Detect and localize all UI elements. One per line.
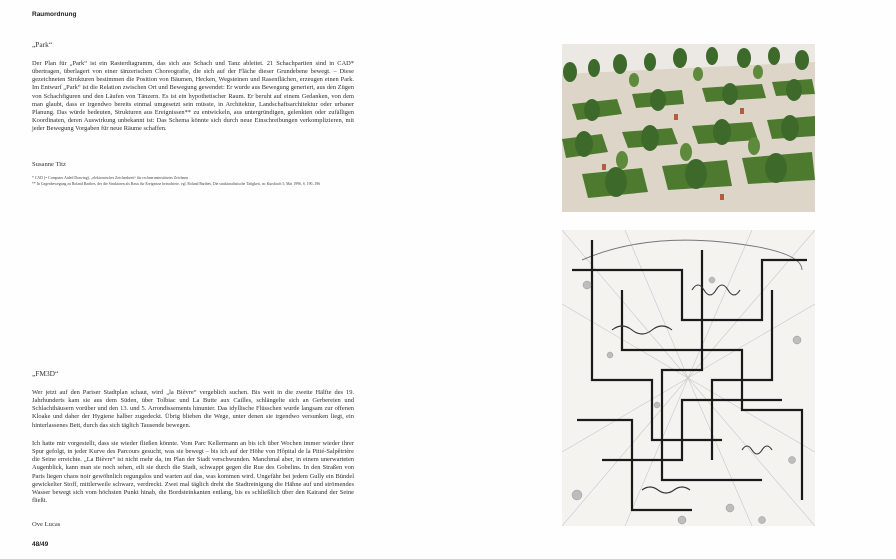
footnote-2: ** In Gegenbewegung zu Roland Barthes, der die Strukturen als Basis für Ereignisse betrachtete, vgl. Roland Barthes, Die strukturalistische Tätigkeit, in: Kursbuch 5, Mai 1996, S. 190–196 — [32, 182, 321, 186]
park-model-photo — [562, 44, 815, 212]
article2-body-1: Wer jetzt auf den Pariser Stadtplan schaut, wird „la Bièvre“ vergeblich suchen. Bis weit in die zweite Hälfte des 19. Jahrhunderts kam sie aus dem Süden, über Tolbiac und La Butte aux Cailles, schlängelte sich an Gerbereien und Schlachthäusern vorüber und den 13. und 5. Arrondissements hinunter. Das idyllische Flüsschen wurde langsam zur offenen Kloake und daher der Hygiene halber zugedeckt. Übrig blieben die Wege, unter denen sie irgendwo versunken liegt, ein hinterlassenes Bett, durch das sich täglich Tausende bewegen. — [32, 389, 354, 429]
article2-author: Ove Lucas — [32, 521, 61, 528]
running-header: Raumordnung — [32, 11, 77, 18]
fm3d-wire-illustration — [562, 230, 815, 526]
page-numbers: 48/49 — [32, 541, 49, 548]
article2-title: „FM3D“ — [32, 369, 59, 378]
article1-title: „Park“ — [32, 40, 53, 49]
park-model-illustration — [562, 44, 815, 212]
article1-author: Susanne Titz — [32, 161, 66, 168]
fm3d-sculpture-photo — [562, 230, 815, 526]
footnote-1: * CAD (= Computer Aided Drawing), „elektronisches Zeichenbrett“ für rechnerunterstütztes Zeichnen — [32, 176, 188, 180]
article1-body: Der Plan für „Park“ ist ein Rasterdiagramm, das sich aus Schach und Tanz ableitet. 21 Schachpartien sind in CAD* übertragen, überlagert von einer tänzerischen Choreografie, die sich auf der Fläche dieser Grundebene bewegt. – Diese gezeichneten Strukturen bestimmen die Position von Bäumen, Hecken, Wegsteinen und Rasenflächen, erzeugen einen Park. Im Entwurf „Park“ ist die Relation zwischen Ort und Bewegung gewendet: Er wurde aus Bewegung generiert, aus den Zügen von Schachfiguren und den Läufen von Tänzern. Es ist ein hypothetischer Raum. Er beruht auf einem Gedanken, von dem man glaubt, dass er irgendwo bereits einmal umgesetzt sein müsste, in Architektur, Landschaftsarchitektur oder urbaner Planung. Das würde bedeuten, Strukturen aus Ereignissen** zu entwickeln, aus untergründigen, gelenkten oder zufälligen Koordinaten, deren Auswirkung unbekannt ist: Das Schema könnte sich durch neue Einschreibungen verkomplizieren, mit jeder Bewegung Vorgaben für neue Räume schaffen. — [32, 60, 354, 133]
article2-body-2: Ich hatte mir vorgestellt, dass sie wieder fließen könnte. Vom Parc Kellermann an bis ich über Wochen immer wieder ihrer Spur gefolgt, in jeder Kurve des Parcours gesucht, was sie bewegt – bis ich auf der Höhe von Hôpital de la Pitié-Salpêtrière die Seine erreichte. „La Bièvre“ ist nicht mehr da, im Plan der Stadt verschwunden. Manchmal aber, in einem unerwarteten Augenblick, kann man sie noch sehen, eilt sie durch die Stadt, schwappt gegen die Rue des Gobelins. In den Straßen von Paris liegen chaos noir gewöhnlich regungslos und warten auf das, was kommen wird. Ungefähr bei jedem Gully ein Bündel gewickelter Stoff, mittlerweile schwarz, verdreckt. Zwei mal täglich dreht die Stadtreinigung die Hähne auf und strömendes Wasser bewegt sich vom höchsten Punkt hinab, die Bordsteinkanten entlang, bis es schließlich über den Kairand der Seine fließt. — [32, 440, 354, 505]
